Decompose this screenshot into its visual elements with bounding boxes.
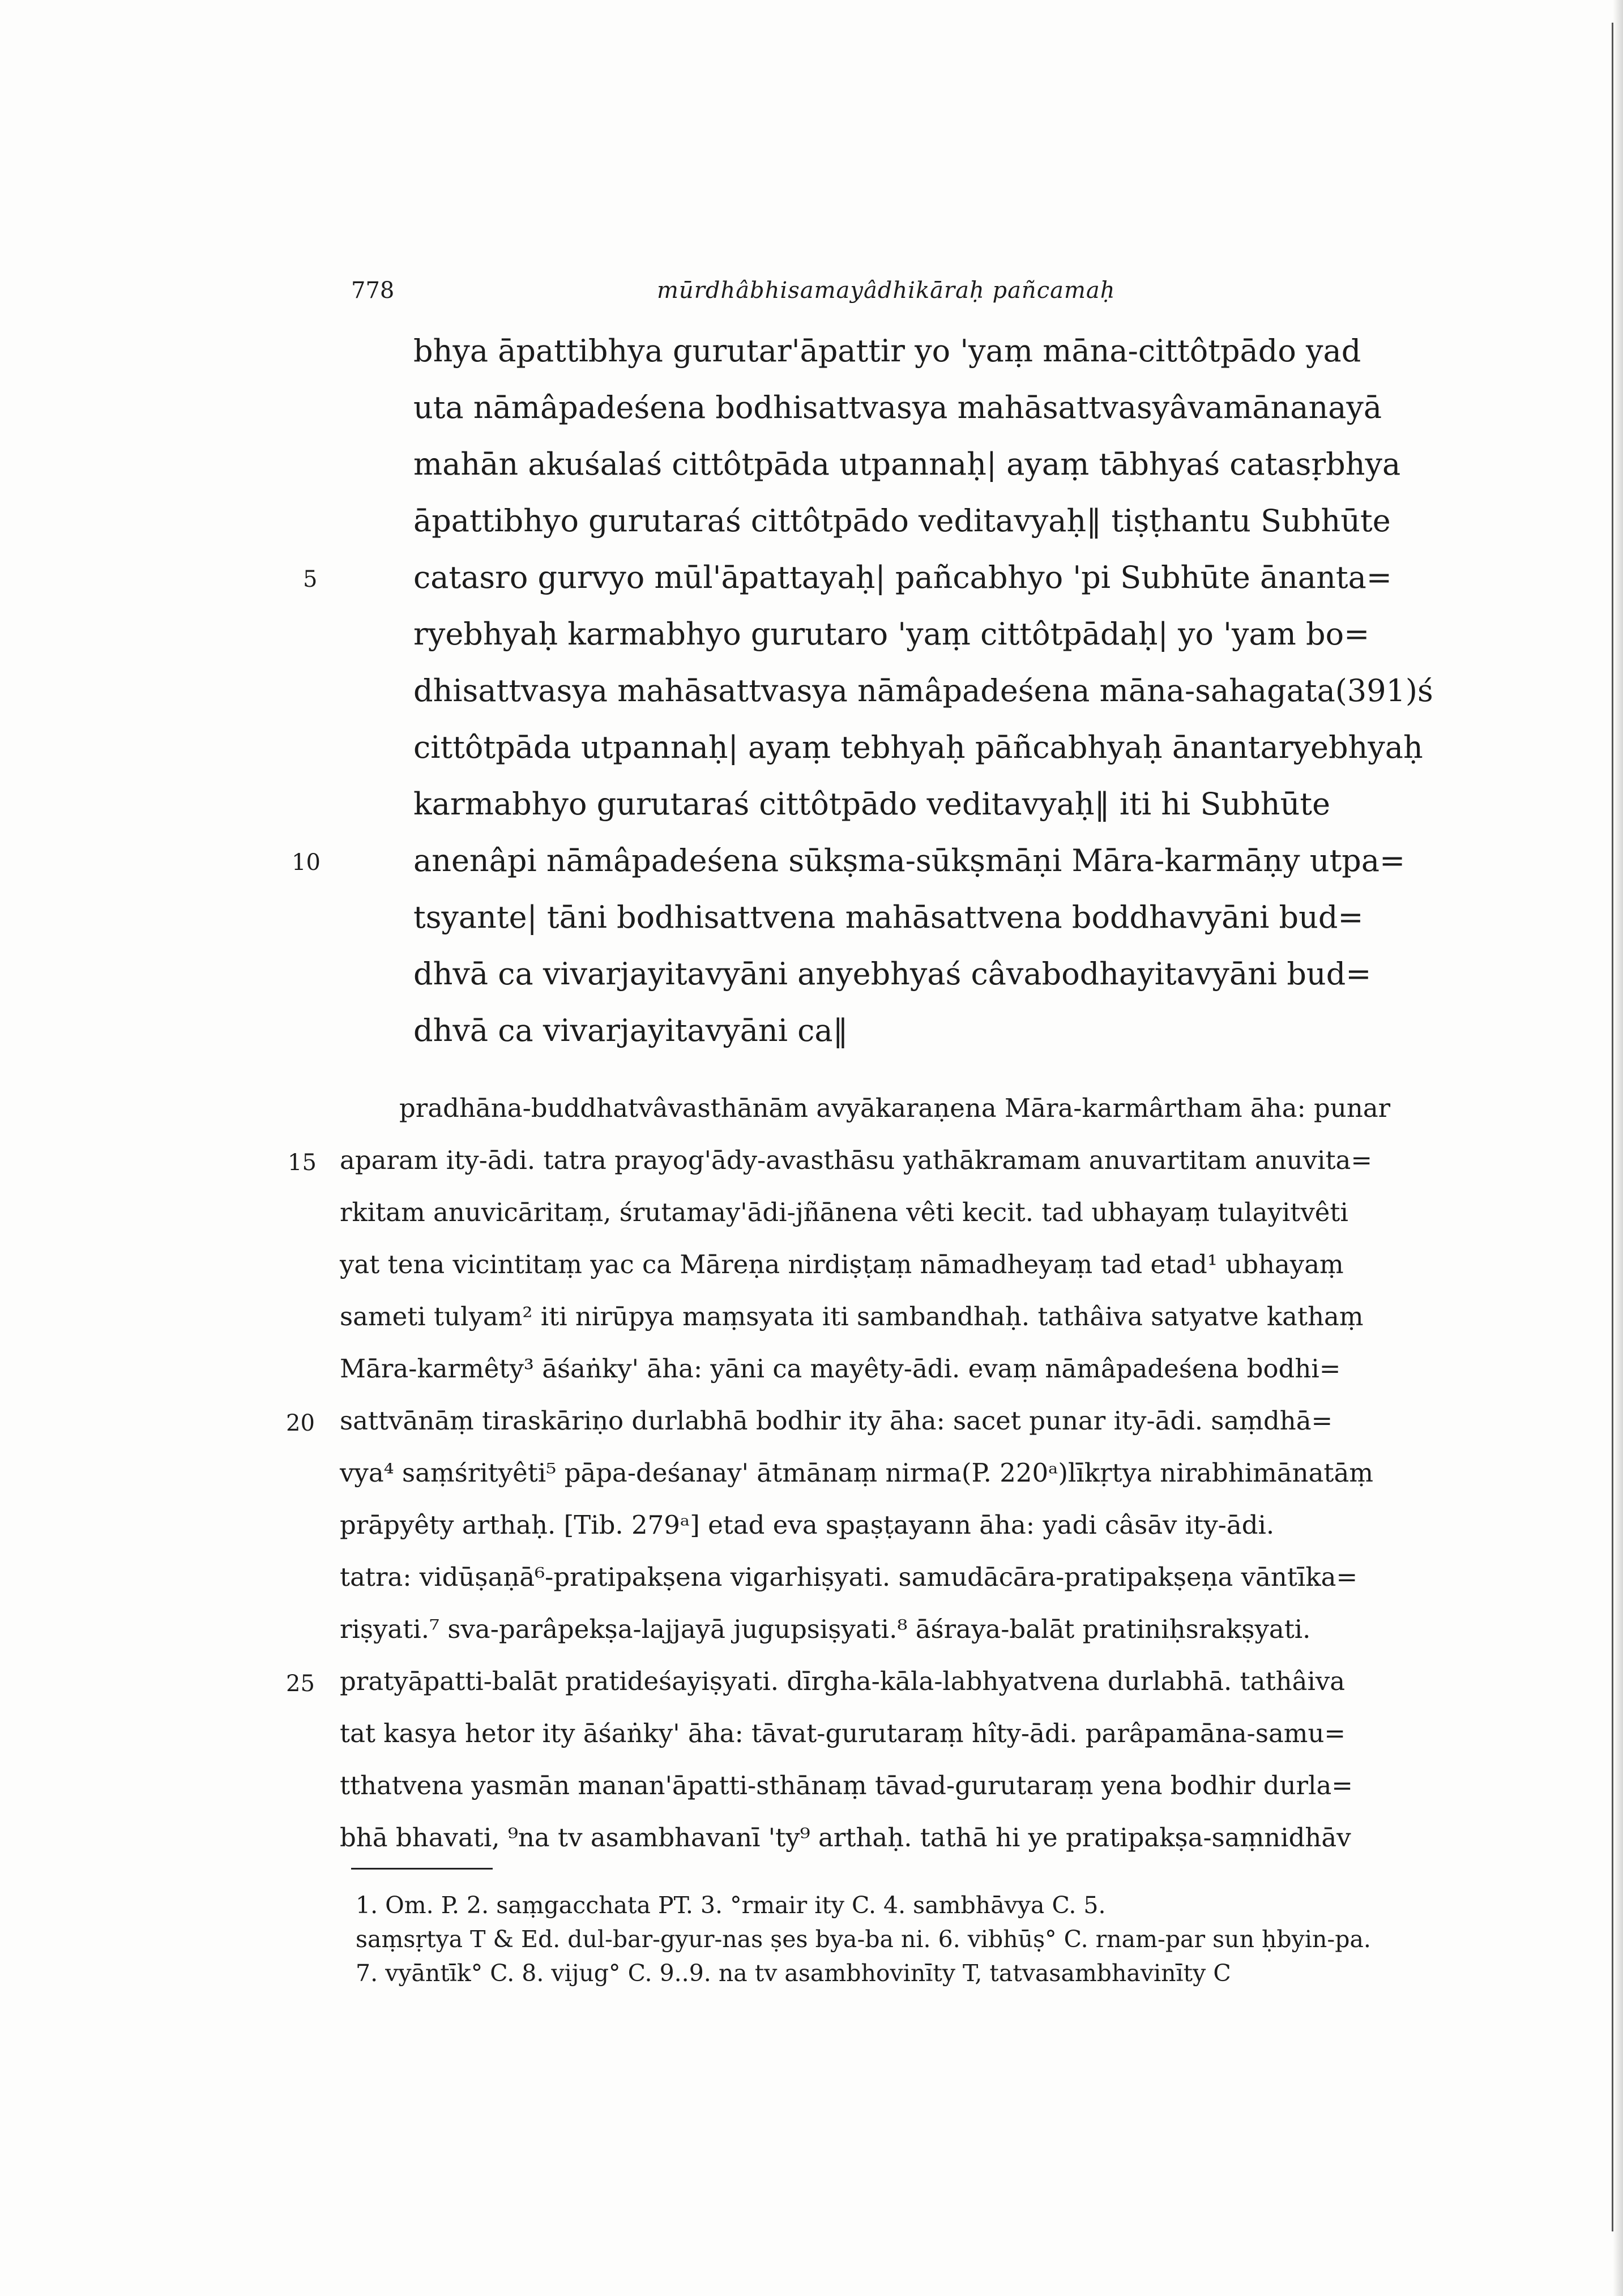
- commentary-line: vya⁴ saṃśrityêti⁵ pāpa-deśanay' ātmānaṃ nirma(P. 220ᵃ)līkṛtya nirabhimānatāṃ: [340, 1458, 1374, 1488]
- footnote-divider: [351, 1868, 493, 1870]
- line-number: 20: [286, 1410, 315, 1436]
- commentary-line: tatra: vidūṣaṇā⁶-pratipakṣena vigarhiṣyati. samudācāra-pratipakṣeṇa vāntīka=: [340, 1562, 1358, 1592]
- commentary-line: prāpyêty arthaḥ. [Tib. 279ᵃ] etad eva spaṣṭayann āha: yadi câsāv ity-ādi.: [340, 1510, 1275, 1540]
- commentary-line: sattvānāṃ tiraskāriṇo durlabhā bodhir ity āha: sacet punar ity-ādi. saṃdhā=: [340, 1406, 1333, 1436]
- commentary-line: aparam ity-ādi. tatra prayog'ādy-avasthāsu yathākramam anuvartitam anuvita=: [340, 1145, 1373, 1175]
- commentary-line: bhā bhavati, ⁹na tv asambhavanī 'ty⁹ arthaḥ. tathā hi ye pratipakṣa-saṃnidhāv: [340, 1823, 1351, 1853]
- verse-line: bhya āpattibhya gurutar'āpattir yo 'yaṃ māna-cittôtpādo yad: [413, 333, 1361, 369]
- verse-line: āpattibhyo gurutaraś cittôtpādo veditavyaḥ‖ tiṣṭhantu Subhūte: [413, 503, 1391, 539]
- page-edge-line: [1612, 23, 1613, 2231]
- line-number: 5: [303, 566, 318, 592]
- commentary-line: pratyāpatti-balāt pratideśayiṣyati. dīrgha-kāla-labhyatvena durlabhā. tathâiva: [340, 1666, 1346, 1696]
- footnote-line: saṃsṛtya T & Ed. dul-bar-gyur-nas ṣes bya-ba ni. 6. vibhūṣ° C. rnam-par sun ḥbyin-pa.: [356, 1926, 1371, 1953]
- line-number: 15: [288, 1150, 317, 1176]
- commentary-line: tthatvena yasmān manan'āpatti-sthānaṃ tāvad-gurutaraṃ yena bodhir durla=: [340, 1770, 1353, 1800]
- footnote-line: 7. vyāntīk° C. 8. vijug° C. 9..9. na tv asambhovinīty T, tatvasambhavinīty C: [356, 1960, 1231, 1987]
- commentary-line: yat tena vicintitaṃ yac ca Māreṇa nirdiṣṭaṃ nāmadheyaṃ tad etad¹ ubhayaṃ: [340, 1249, 1344, 1279]
- footnote-line: 1. Om. P. 2. saṃgacchata PT. 3. °rmair ity C. 4. sambhāvya C. 5.: [356, 1892, 1106, 1919]
- commentary-line: riṣyati.⁷ sva-parâpekṣa-lajjayā jugupsiṣyati.⁸ āśraya-balāt pratiniḥsrakṣyati.: [340, 1614, 1311, 1644]
- page-number: 778: [351, 278, 395, 304]
- running-title: mūrdhâbhisamayâdhikāraḥ pañcamaḥ: [657, 278, 1116, 304]
- page-edge-shadow: [1613, 0, 1623, 2296]
- commentary-line: rkitam anuvicāritaṃ, śrutamay'ādi-jñānena vêti kecit. tad ubhayaṃ tulayitvêti: [340, 1197, 1348, 1227]
- verse-line: dhisattvasya mahāsattvasya nāmâpadeśena māna-sahagata(391)ś: [413, 673, 1433, 709]
- line-number: 25: [286, 1671, 315, 1697]
- verse-line: dhvā ca vivarjayitavyāni anyebhyaś câvabodhayitavyāni bud=: [413, 956, 1372, 992]
- verse-line: uta nāmâpadeśena bodhisattvasya mahāsattvasyâvamānanayā: [413, 390, 1382, 425]
- verse-line: anenâpi nāmâpadeśena sūkṣma-sūkṣmāṇi Māra-karmāṇy utpa=: [413, 843, 1406, 878]
- commentary-line: tat kasya hetor ity āśaṅky' āha: tāvat-gurutaraṃ hîty-ādi. parâpamāna-samu=: [340, 1718, 1346, 1748]
- verse-line: catasro gurvyo mūl'āpattayaḥ| pañcabhyo 'pi Subhūte ānanta=: [413, 560, 1393, 595]
- verse-line: tsyante| tāni bodhisattvena mahāsattvena boddhavyāni bud=: [413, 899, 1364, 935]
- commentary-line: Māra-karmêty³ āśaṅky' āha: yāni ca mayêty-ādi. evaṃ nāmâpadeśena bodhi=: [340, 1354, 1341, 1384]
- page-header: [0, 278, 1623, 311]
- verse-line: dhvā ca vivarjayitavyāni ca‖: [413, 1013, 848, 1048]
- verse-line: karmabhyo gurutaraś cittôtpādo veditavyaḥ‖ iti hi Subhūte: [413, 786, 1331, 822]
- verse-line: mahān akuśalaś cittôtpāda utpannaḥ| ayaṃ tābhyaś catasṛbhya: [413, 446, 1401, 482]
- verse-line: cittôtpāda utpannaḥ| ayaṃ tebhyaḥ pāñcabhyaḥ ānantaryebhyaḥ: [413, 729, 1423, 765]
- commentary-line: sameti tulyam² iti nirūpya maṃsyata iti sambandhaḥ. tathâiva satyatve kathaṃ: [340, 1301, 1364, 1331]
- verse-line: ryebhyaḥ karmabhyo gurutaro 'yaṃ cittôtpādaḥ| yo 'yam bo=: [413, 616, 1370, 652]
- commentary-line: pradhāna-buddhatvâvasthānām avyākaraṇena Māra-karmârtham āha: punar: [399, 1093, 1391, 1123]
- line-number: 10: [292, 850, 321, 876]
